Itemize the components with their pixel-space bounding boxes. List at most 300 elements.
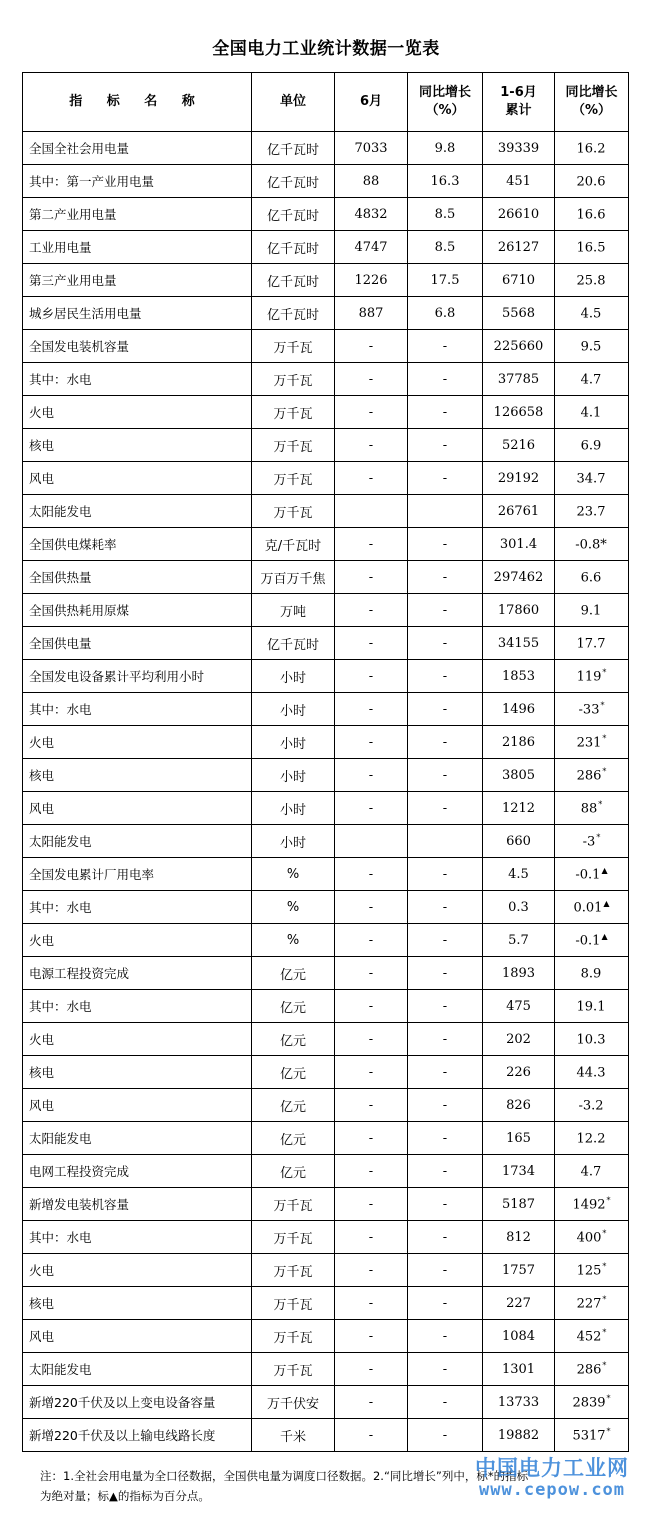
cell-cumulative-value-text: 165 (506, 1130, 531, 1146)
cell-cumulative-yoy (555, 1419, 629, 1452)
cell-unit (252, 1386, 335, 1419)
cell-indicator-name (23, 1056, 252, 1089)
cell-indicator-name (23, 330, 252, 363)
cell-unit-text: 亿元 (279, 1165, 306, 1181)
cell-month-yoy-text: - (442, 470, 448, 486)
cell-unit (252, 1056, 335, 1089)
cell-month-value (335, 330, 408, 363)
cell-month-value (335, 165, 408, 198)
cell-indicator-name (23, 792, 252, 825)
cell-month-value-text: - (368, 1262, 374, 1278)
cell-cumulative-yoy-text: 4.7 (580, 1164, 602, 1180)
cell-cumulative-yoy (555, 594, 629, 627)
cell-month-yoy (408, 1353, 483, 1386)
cell-cumulative-yoy-text: 5317 (572, 1428, 606, 1444)
footnote-mark: * (602, 1360, 607, 1370)
cell-cumulative-yoy-text: -0.1 (575, 933, 601, 949)
cell-indicator-name (23, 1155, 252, 1188)
cell-indicator-name-text: 新增220千伏及以上输电线路长度 (29, 1428, 216, 1443)
cell-unit (252, 396, 335, 429)
table-row (23, 1056, 629, 1089)
table-row (23, 759, 629, 792)
cell-month-yoy-text: 6.8 (434, 305, 456, 321)
cell-cumulative-yoy (555, 231, 629, 264)
cell-unit-text: 亿千瓦时 (266, 208, 319, 224)
cell-month-yoy (408, 495, 483, 528)
cell-cumulative-value (483, 363, 555, 396)
cell-cumulative-value (483, 495, 555, 528)
cell-month-value-text: 887 (358, 305, 384, 321)
cell-cumulative-yoy (555, 891, 629, 924)
cell-indicator-name (23, 858, 252, 891)
cell-cumulative-value-text: 34155 (497, 635, 540, 651)
cell-cumulative-value-text: 5216 (501, 437, 536, 453)
table-row (23, 1023, 629, 1056)
cell-indicator-name-text: 全国供电煤耗率 (29, 537, 117, 552)
cell-indicator-name (23, 660, 252, 693)
cell-month-yoy-text: - (442, 767, 448, 783)
cell-cumulative-value-text: 0.3 (508, 899, 529, 915)
cell-indicator-name-text: 风电 (29, 471, 55, 486)
cell-cumulative-yoy (555, 495, 629, 528)
cell-month-value (335, 1155, 408, 1188)
cell-cumulative-value-text: 301.4 (499, 536, 538, 552)
cell-month-value-text: - (368, 1031, 374, 1047)
cell-month-value-text: - (368, 1229, 374, 1245)
cell-unit-text: 亿元 (279, 1132, 306, 1148)
cell-unit (252, 1419, 335, 1452)
cell-unit (252, 792, 335, 825)
cell-month-yoy-text: 17.5 (430, 272, 460, 288)
cell-indicator-name-text: 新增发电装机容量 (29, 1197, 130, 1212)
cell-cumulative-value (483, 1419, 555, 1452)
footnote-mark: * (602, 1327, 607, 1337)
cell-cumulative-yoy (555, 462, 629, 495)
header-cumulative (483, 73, 555, 132)
cell-month-value (335, 429, 408, 462)
cell-month-yoy-text: 16.3 (430, 173, 460, 189)
footnote-mark: * (602, 1228, 607, 1238)
cell-cumulative-yoy-text: 286 (576, 1362, 602, 1378)
cell-unit (252, 1155, 335, 1188)
cell-cumulative-yoy-text: 119 (576, 669, 602, 685)
cell-month-value (335, 231, 408, 264)
cell-cumulative-yoy-text: 286 (576, 768, 602, 784)
footnote-mark: * (602, 667, 607, 677)
cell-month-value (335, 1419, 408, 1452)
cell-indicator-name (23, 264, 252, 297)
header-cumulative-yoy (555, 73, 629, 132)
cell-indicator-name (23, 957, 252, 990)
footnote-mark: * (602, 1261, 607, 1271)
cell-month-value-text: 1226 (354, 272, 388, 288)
cell-indicator-name-text: 其中：水电 (29, 372, 92, 387)
cell-unit (252, 132, 335, 165)
cell-month-value-text: 7033 (354, 140, 388, 156)
cell-unit (252, 627, 335, 660)
cell-month-value (335, 957, 408, 990)
cell-month-yoy (408, 1386, 483, 1419)
cell-indicator-name-text: 其中：第一产业用电量 (29, 174, 155, 189)
cell-unit-text: 亿元 (279, 1033, 306, 1049)
cell-cumulative-value (483, 132, 555, 165)
cell-cumulative-value-text: 226 (506, 1064, 531, 1080)
cell-cumulative-yoy (555, 1254, 629, 1287)
cell-month-yoy (408, 429, 483, 462)
cell-unit (252, 1254, 335, 1287)
cell-month-yoy-text: - (442, 1295, 448, 1311)
table-row (23, 1287, 629, 1320)
cell-month-value-text: - (368, 1064, 374, 1080)
cell-cumulative-yoy-text: -3.2 (578, 1098, 604, 1114)
cell-month-yoy (408, 1287, 483, 1320)
cell-month-yoy (408, 1089, 483, 1122)
cell-unit (252, 231, 335, 264)
footnote-mark: * (600, 700, 605, 710)
cell-cumulative-yoy (555, 528, 629, 561)
cell-cumulative-value (483, 594, 555, 627)
cell-cumulative-value-text: 6710 (501, 272, 536, 288)
cell-cumulative-yoy (555, 957, 629, 990)
cell-indicator-name (23, 825, 252, 858)
cell-month-yoy (408, 1419, 483, 1452)
cell-indicator-name-text: 太阳能发电 (29, 1362, 92, 1377)
cell-month-value (335, 726, 408, 759)
cell-unit-text: 亿千瓦时 (266, 241, 319, 257)
cell-unit (252, 693, 335, 726)
cell-month-value-text: 4832 (354, 206, 388, 222)
cell-month-value-text: - (368, 1130, 374, 1146)
cell-indicator-name (23, 594, 252, 627)
cell-unit (252, 924, 335, 957)
cell-unit-text: 万千瓦 (273, 1264, 313, 1280)
cell-month-value-text: - (368, 635, 374, 651)
cell-cumulative-value-text: 1301 (501, 1361, 536, 1377)
cell-month-yoy-text: - (442, 536, 448, 552)
cell-cumulative-value (483, 297, 555, 330)
cell-indicator-name-text: 火电 (29, 933, 55, 948)
cell-indicator-name-text: 风电 (29, 1329, 55, 1344)
cell-month-value-text: - (368, 371, 374, 387)
cell-indicator-name (23, 693, 252, 726)
footnote-mark: * (606, 1393, 611, 1403)
cell-unit-text: 小时 (279, 670, 306, 686)
cell-month-yoy (408, 1254, 483, 1287)
cell-cumulative-value (483, 264, 555, 297)
cell-indicator-name-text: 核电 (29, 768, 55, 783)
header-month: 6月 (335, 73, 408, 132)
header-yoy (408, 73, 483, 132)
cell-cumulative-yoy (555, 396, 629, 429)
cell-month-value (335, 396, 408, 429)
cell-month-value-text: - (368, 1163, 374, 1179)
cell-unit-text: 小时 (279, 769, 306, 785)
table-row (23, 528, 629, 561)
cell-indicator-name-text: 全国供热耗用原煤 (29, 603, 130, 618)
table-row (23, 726, 629, 759)
cell-cumulative-value (483, 1188, 555, 1221)
cell-indicator-name-text: 全国发电装机容量 (29, 339, 130, 354)
cell-cumulative-value-text: 3805 (501, 767, 536, 783)
cell-month-yoy-text: - (442, 866, 448, 882)
cell-cumulative-yoy-text: 6.9 (580, 438, 602, 454)
cell-month-value (335, 1023, 408, 1056)
footnote-mark: * (602, 766, 607, 776)
cell-indicator-name-text: 火电 (29, 405, 55, 420)
cell-indicator-name (23, 627, 252, 660)
cell-month-yoy (408, 693, 483, 726)
cell-unit-text: 万千瓦 (273, 1231, 313, 1247)
cell-indicator-name-text: 全国供电量 (29, 636, 92, 651)
cell-cumulative-value-text: 826 (506, 1097, 531, 1113)
footnote (40, 1466, 630, 1506)
table-row (23, 264, 629, 297)
cell-month-value-text: - (368, 338, 374, 354)
cell-indicator-name (23, 1089, 252, 1122)
cell-indicator-name-text: 电源工程投资完成 (29, 966, 130, 981)
cell-unit (252, 528, 335, 561)
cell-cumulative-yoy (555, 198, 629, 231)
table-row (23, 1089, 629, 1122)
cell-unit (252, 660, 335, 693)
cell-month-yoy-text: - (442, 1229, 448, 1245)
cell-cumulative-value (483, 231, 555, 264)
cell-cumulative-value (483, 858, 555, 891)
cell-cumulative-yoy-text: 4.7 (580, 372, 602, 388)
cell-cumulative-yoy (555, 297, 629, 330)
cell-unit-text: 亿千瓦时 (266, 142, 319, 158)
cell-unit-text: 亿元 (279, 967, 306, 983)
footnote-mark: ▲ (603, 898, 610, 908)
cell-indicator-name-text: 全国供热量 (29, 570, 92, 585)
cell-month-value-text: - (368, 437, 374, 453)
cell-month-yoy (408, 1221, 483, 1254)
cell-cumulative-value-text: 812 (506, 1229, 531, 1245)
cell-indicator-name (23, 759, 252, 792)
cell-cumulative-yoy-text: -0.1 (575, 867, 601, 883)
table-row (23, 165, 629, 198)
cell-unit-text: 万千瓦 (273, 373, 313, 389)
cell-indicator-name-text: 电网工程投资完成 (29, 1164, 130, 1179)
cell-cumulative-value (483, 1056, 555, 1089)
cell-month-yoy-text: - (442, 932, 448, 948)
cell-month-value (335, 1122, 408, 1155)
cell-indicator-name-text: 核电 (29, 1296, 55, 1311)
cell-cumulative-yoy-text: 0.01 (573, 900, 603, 916)
cell-cumulative-yoy (555, 858, 629, 891)
cell-month-value-text: - (368, 1394, 374, 1410)
cell-cumulative-value (483, 957, 555, 990)
cell-month-yoy-text: - (442, 1427, 448, 1443)
cell-unit (252, 858, 335, 891)
cell-unit-text: 万千瓦 (273, 1363, 313, 1379)
cell-month-yoy (408, 726, 483, 759)
cell-month-value-text: - (368, 965, 374, 981)
table-row (23, 1419, 629, 1452)
cell-month-yoy (408, 231, 483, 264)
cell-unit-text: 万千瓦 (273, 1198, 313, 1214)
cell-indicator-name (23, 462, 252, 495)
cell-cumulative-value (483, 1122, 555, 1155)
cell-month-value (335, 561, 408, 594)
cell-cumulative-yoy (555, 990, 629, 1023)
cell-indicator-name (23, 363, 252, 396)
cell-cumulative-yoy (555, 660, 629, 693)
cell-cumulative-value (483, 660, 555, 693)
cell-cumulative-value-text: 202 (506, 1031, 531, 1047)
cell-unit-text: 千米 (279, 1429, 306, 1445)
table-row (23, 1122, 629, 1155)
cell-unit (252, 891, 335, 924)
footnote-mark: ▲ (601, 865, 608, 875)
cell-unit (252, 957, 335, 990)
cell-indicator-name (23, 132, 252, 165)
footnote-line2: 为绝对量；标▲的指标为百分点。 (40, 1489, 210, 1503)
cell-month-value-text: - (368, 998, 374, 1014)
cell-month-value (335, 1320, 408, 1353)
cell-cumulative-yoy-text: 23.7 (576, 504, 606, 520)
cell-indicator-name (23, 1221, 252, 1254)
cell-unit-text: 亿元 (279, 1099, 306, 1115)
cell-indicator-name-text: 全国发电累计厂用电率 (29, 867, 155, 882)
cell-indicator-name (23, 231, 252, 264)
cell-cumulative-yoy (555, 825, 629, 858)
cell-cumulative-yoy-text: 16.2 (576, 141, 606, 157)
watermark-cn: 中国电力工业网 (475, 1456, 629, 1480)
cell-indicator-name-text: 火电 (29, 735, 55, 750)
cell-indicator-name-text: 工业用电量 (29, 240, 92, 255)
cell-month-value (335, 264, 408, 297)
cell-cumulative-value-text: 26610 (497, 206, 540, 222)
cell-unit-text: 小时 (279, 736, 306, 752)
cell-cumulative-value (483, 165, 555, 198)
cell-month-value (335, 825, 408, 858)
cell-indicator-name (23, 1254, 252, 1287)
cell-cumulative-value (483, 924, 555, 957)
cell-unit-text: 万千瓦 (273, 406, 313, 422)
cell-month-value-text: - (368, 800, 374, 816)
cell-unit-text: 万千瓦 (273, 472, 313, 488)
cell-month-yoy (408, 924, 483, 957)
cell-cumulative-value (483, 429, 555, 462)
cell-cumulative-yoy (555, 1155, 629, 1188)
cell-month-value (335, 693, 408, 726)
cell-month-value (335, 990, 408, 1023)
cell-cumulative-value (483, 792, 555, 825)
cell-cumulative-yoy-text: 8.9 (580, 966, 602, 982)
cell-cumulative-yoy-text: 6.6 (580, 570, 602, 586)
cell-cumulative-yoy (555, 924, 629, 957)
cell-month-yoy-text: - (442, 404, 448, 420)
cell-month-yoy-text: - (442, 701, 448, 717)
cell-cumulative-yoy-text: 10.3 (576, 1032, 606, 1048)
table-row (23, 825, 629, 858)
cell-cumulative-value-text: 5187 (501, 1196, 536, 1212)
cell-cumulative-yoy-text: 25.8 (576, 273, 606, 289)
table-row (23, 462, 629, 495)
cell-unit (252, 1320, 335, 1353)
cell-cumulative-yoy (555, 1188, 629, 1221)
cell-indicator-name (23, 1386, 252, 1419)
cell-month-yoy (408, 165, 483, 198)
cell-indicator-name-text: 太阳能发电 (29, 834, 92, 849)
cell-month-yoy (408, 396, 483, 429)
cell-month-yoy-text: 8.5 (434, 239, 456, 255)
cell-cumulative-yoy-text: 227 (576, 1296, 602, 1312)
cell-cumulative-yoy-text: 400 (576, 1230, 602, 1246)
cell-month-yoy (408, 264, 483, 297)
cell-cumulative-yoy-text: -33 (578, 702, 600, 718)
cell-unit (252, 594, 335, 627)
cell-unit-text: 小时 (279, 835, 306, 851)
cell-month-value (335, 132, 408, 165)
cell-month-value (335, 1089, 408, 1122)
cell-unit-text: 万千瓦 (273, 505, 313, 521)
cell-month-value (335, 1254, 408, 1287)
cell-cumulative-value-text: 13733 (497, 1394, 540, 1410)
cell-cumulative-yoy-text: 88 (580, 801, 598, 817)
cell-cumulative-yoy-text: 17.7 (576, 636, 606, 652)
cell-cumulative-yoy (555, 1023, 629, 1056)
cell-indicator-name-text: 其中：水电 (29, 999, 92, 1014)
cell-cumulative-yoy (555, 330, 629, 363)
cell-cumulative-yoy (555, 1056, 629, 1089)
cell-month-yoy-text: - (442, 998, 448, 1014)
cell-indicator-name-text: 太阳能发电 (29, 504, 92, 519)
cell-month-yoy-text: - (442, 1361, 448, 1377)
cell-cumulative-value (483, 1155, 555, 1188)
cell-cumulative-yoy (555, 693, 629, 726)
header-cumulative-yoy-line1: 同比增长 (565, 85, 618, 100)
table-row (23, 891, 629, 924)
cell-cumulative-value (483, 462, 555, 495)
table-header-row (23, 73, 629, 132)
cell-indicator-name (23, 429, 252, 462)
cell-unit (252, 297, 335, 330)
cell-cumulative-value-text: 4.5 (508, 866, 529, 882)
cell-month-yoy-text: 8.5 (434, 206, 456, 222)
cell-month-yoy-text: - (442, 569, 448, 585)
cell-cumulative-value-text: 227 (506, 1295, 531, 1311)
cell-indicator-name (23, 165, 252, 198)
cell-indicator-name-text: 核电 (29, 438, 55, 453)
table-row (23, 429, 629, 462)
cell-month-yoy (408, 957, 483, 990)
cell-month-yoy-text: - (442, 800, 448, 816)
cell-indicator-name-text: 城乡居民生活用电量 (29, 306, 142, 321)
cell-cumulative-yoy-text: 16.5 (576, 240, 606, 256)
cell-unit (252, 1023, 335, 1056)
cell-cumulative-value (483, 528, 555, 561)
cell-unit (252, 165, 335, 198)
cell-month-yoy (408, 528, 483, 561)
cell-unit (252, 990, 335, 1023)
cell-cumulative-value-text: 1757 (501, 1262, 536, 1278)
cell-month-yoy (408, 825, 483, 858)
cell-month-yoy-text: 9.8 (434, 140, 456, 156)
cell-month-yoy (408, 1023, 483, 1056)
cell-cumulative-value (483, 330, 555, 363)
cell-unit (252, 264, 335, 297)
cell-cumulative-yoy-text: 9.5 (580, 339, 602, 355)
watermark-url: www.cepow.com (478, 1480, 626, 1500)
cell-cumulative-yoy-text: 4.1 (580, 405, 602, 421)
cell-cumulative-value (483, 759, 555, 792)
cell-month-yoy-text: - (442, 1328, 448, 1344)
cell-indicator-name-text: 其中：水电 (29, 900, 92, 915)
cell-unit (252, 429, 335, 462)
cell-cumulative-yoy (555, 1287, 629, 1320)
